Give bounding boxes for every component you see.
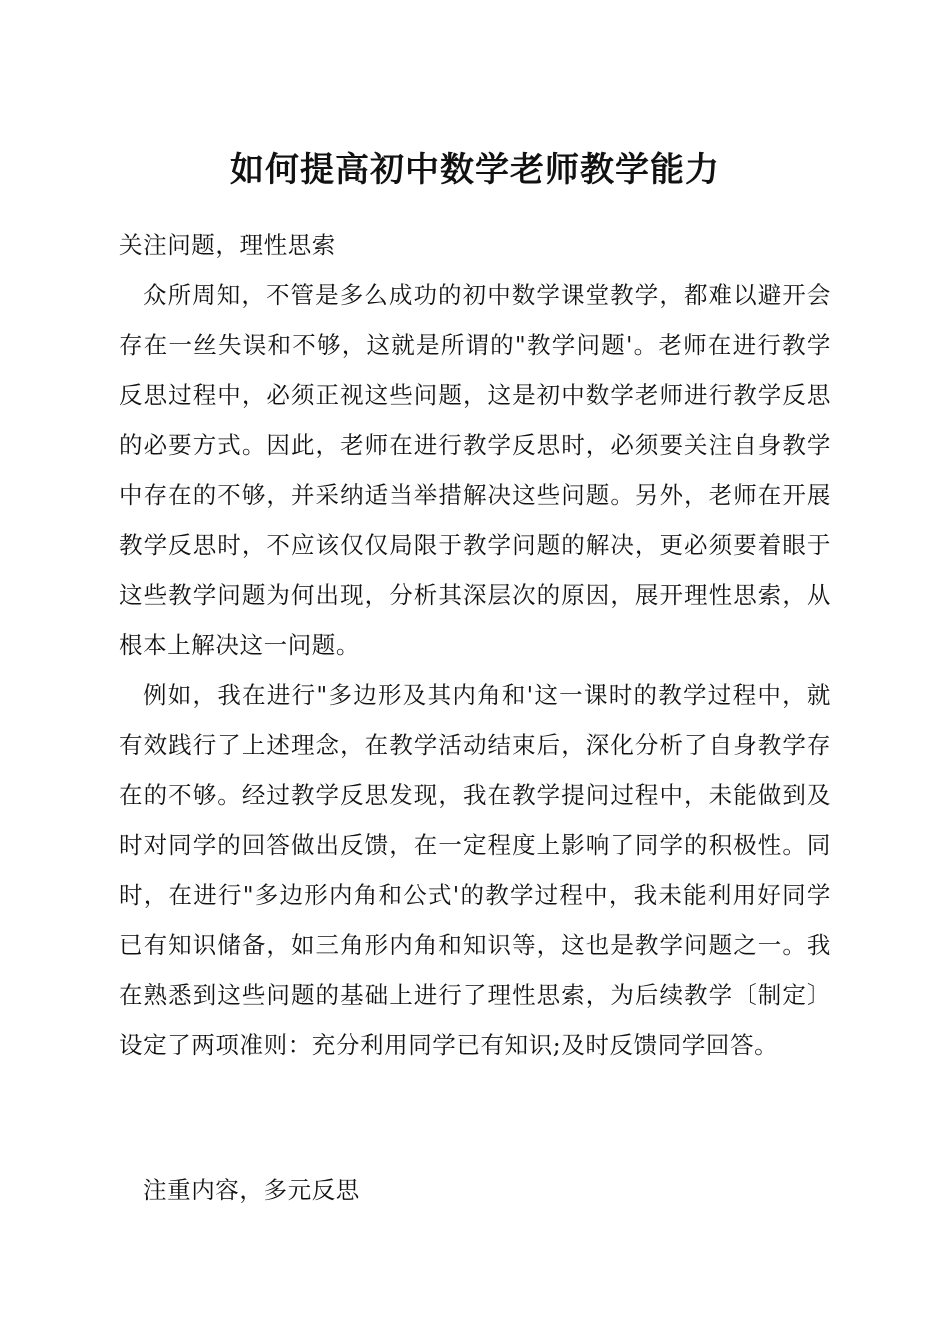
section-heading-1: 关注问题，理性思索 — [119, 231, 336, 259]
paragraph-1: 众所周知，不管是多么成功的初中数学课堂教学，都难以避开会存在一丝失误和不够，这就是所谓的"教学问题'。老师在进行教学反思过程中，必须正视这些问题，这是初中数学老师进行教学反思的必要方式。因此，老师在进行教学反思时，必须要关注自身教学中存在的不够，并采纳适当举措解决这些问题。另外，老师在开展教学反思时，不应该仅仅局限于教学问题的解决，更必须要着眼于这些教学问题为何出现，分析其深层次的原因，展开理性思索，从根本上解决这一问题。 — [119, 281, 831, 659]
paragraph-2: 例如，我在进行"多边形及其内角和'这一课时的教学过程中，就有效践行了上述理念，在教学活动结束后，深化分析了自身教学存在的不够。经过教学反思发现，我在教学提问过程中，未能做到及时对同学的回答做出反馈，在一定程度上影响了同学的积极性。同时，在进行"多边形内角和公式'的教学过程中，我未能利用好同学已有知识储备，如三角形内角和知识等，这也是教学问题之一。我在熟悉到这些问题的基础上进行了理性思索，为后续教学〔制定〕设定了两项准则：充分利用同学已有知识;及时反馈同学回答。 — [119, 681, 831, 1059]
document-title: 如何提高初中数学老师教学能力 — [230, 150, 720, 190]
section-heading-2: 注重内容，多元反思 — [143, 1176, 360, 1204]
